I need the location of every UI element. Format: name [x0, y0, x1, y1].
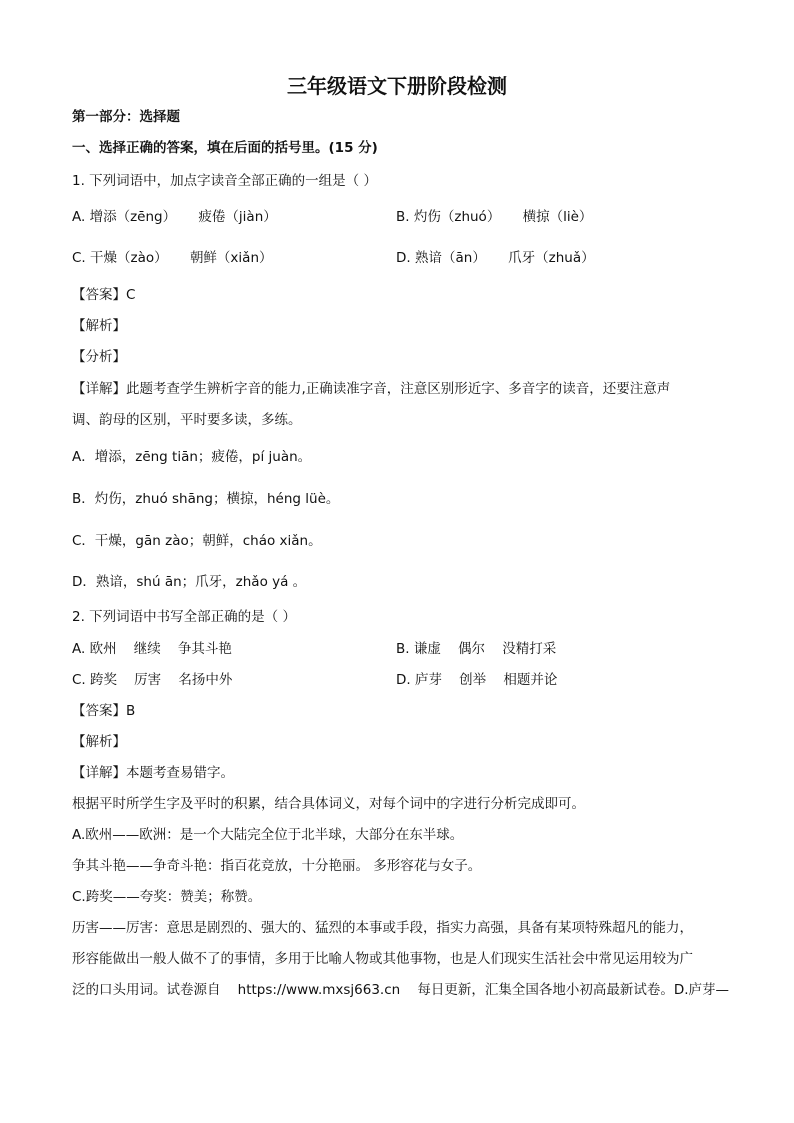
q1-detail-line-1: 【详解】此题考查学生辨析字音的能力,正确读准字音，注意区别形近字、多音字的读音，还要注意声	[72, 381, 671, 397]
q2-jiexi: 【解析】	[72, 734, 126, 750]
option-words: 欧州 继续 争其斗艳	[89, 641, 232, 657]
q1-option-d	[396, 249, 595, 267]
q2-option-b	[396, 640, 556, 658]
option-label: B.	[396, 209, 410, 225]
section-heading: 一、选择正确的答案，填在后面的括号里。(15 分)	[72, 140, 378, 156]
option-label: A.	[72, 209, 86, 225]
option-word: 熟谙（ān）	[414, 250, 486, 266]
q2-detail: 【详解】本题考查易错字。	[72, 765, 234, 781]
option-label: D.	[396, 250, 411, 266]
q1-option-c	[72, 249, 273, 267]
option-word: 疲倦（jiàn）	[198, 209, 277, 225]
q1-detail-line-2: 调、韵母的区别，平时要多读，多练。	[72, 412, 302, 428]
q2-option-c	[72, 671, 232, 689]
option-word: 增添（zēng）	[89, 209, 177, 225]
option-word: 爪牙（zhuǎ）	[508, 250, 595, 266]
option-word: 干燥（zào）	[90, 250, 168, 266]
q2-paragraph-5: 历害——厉害：意思是剧烈的、强大的、猛烈的本事或手段，指实力高强，具备有某项特殊超凡的能力，	[72, 920, 693, 936]
option-word: 横掠（liè）	[522, 209, 593, 225]
option-word: 朝鲜（xiǎn）	[189, 250, 273, 266]
part-heading: 第一部分：选择题	[72, 109, 180, 125]
q1-option-a	[72, 208, 277, 226]
q1-explain-b: B．灼伤，zhuó shāng；横掠，héng lüè。	[72, 491, 340, 507]
q1-explain-a: A．增添，zēng tiān；疲倦，pí juàn。	[72, 449, 312, 465]
q2-paragraph-4: C.跨奖——夸奖：赞美；称赞。	[72, 889, 262, 905]
q1-jiexi: 【解析】	[72, 318, 126, 334]
q2-paragraph-2: A.欧州——欧洲：是一个大陆完全位于北半球，大部分在东半球。	[72, 827, 464, 843]
option-words: 谦虚 偶尔 没精打采	[413, 641, 557, 657]
q1-answer: 【答案】C	[72, 287, 136, 303]
option-label: C.	[72, 250, 86, 266]
option-words: 跨奖 厉害 名扬中外	[90, 672, 233, 688]
option-label: B.	[396, 641, 410, 657]
q2-paragraph-6: 形容能做出一般人做不了的事情，多用于比喻人物或其他事物，也是人们现实生活社会中常见运用较为广	[72, 951, 693, 967]
option-words: 庐芽 创举 相题并论	[414, 672, 558, 688]
question-1-stem: 1. 下列词语中，加点字读音全部正确的一组是（ ）	[72, 173, 377, 189]
q1-fenxi: 【分析】	[72, 349, 126, 365]
q1-explain-d: D．熟谙，shú ān；爪牙，zhǎo yá 。	[72, 574, 307, 590]
option-label: D.	[396, 672, 411, 688]
question-2-stem: 2. 下列词语中书写全部正确的是（ ）	[72, 609, 296, 625]
option-word: 灼伤（zhuó）	[413, 209, 501, 225]
option-label: A.	[72, 641, 86, 657]
q2-option-a	[72, 640, 232, 658]
q2-paragraph-1: 根据平时所学生字及平时的积累，结合具体词义，对每个词中的字进行分析完成即可。	[72, 796, 585, 812]
q2-paragraph-7: 泛的口头用词。试卷源自 https://www.mxsj663.cn 每日更新，汇集全国各地小初高最新试卷。D.庐芽—	[72, 982, 730, 998]
q2-option-d	[396, 671, 557, 689]
option-label: C.	[72, 672, 86, 688]
q1-explain-c: C．干燥，gān zào；朝鲜，cháo xiǎn。	[72, 533, 322, 549]
q1-option-b	[396, 208, 592, 226]
q2-answer: 【答案】B	[72, 703, 136, 719]
page-title: 三年级语文下册阶段检测	[287, 74, 507, 98]
q2-paragraph-3: 争其斗艳——争奇斗艳：指百花竞放，十分艳丽。 多形容花与女子。	[72, 858, 482, 874]
